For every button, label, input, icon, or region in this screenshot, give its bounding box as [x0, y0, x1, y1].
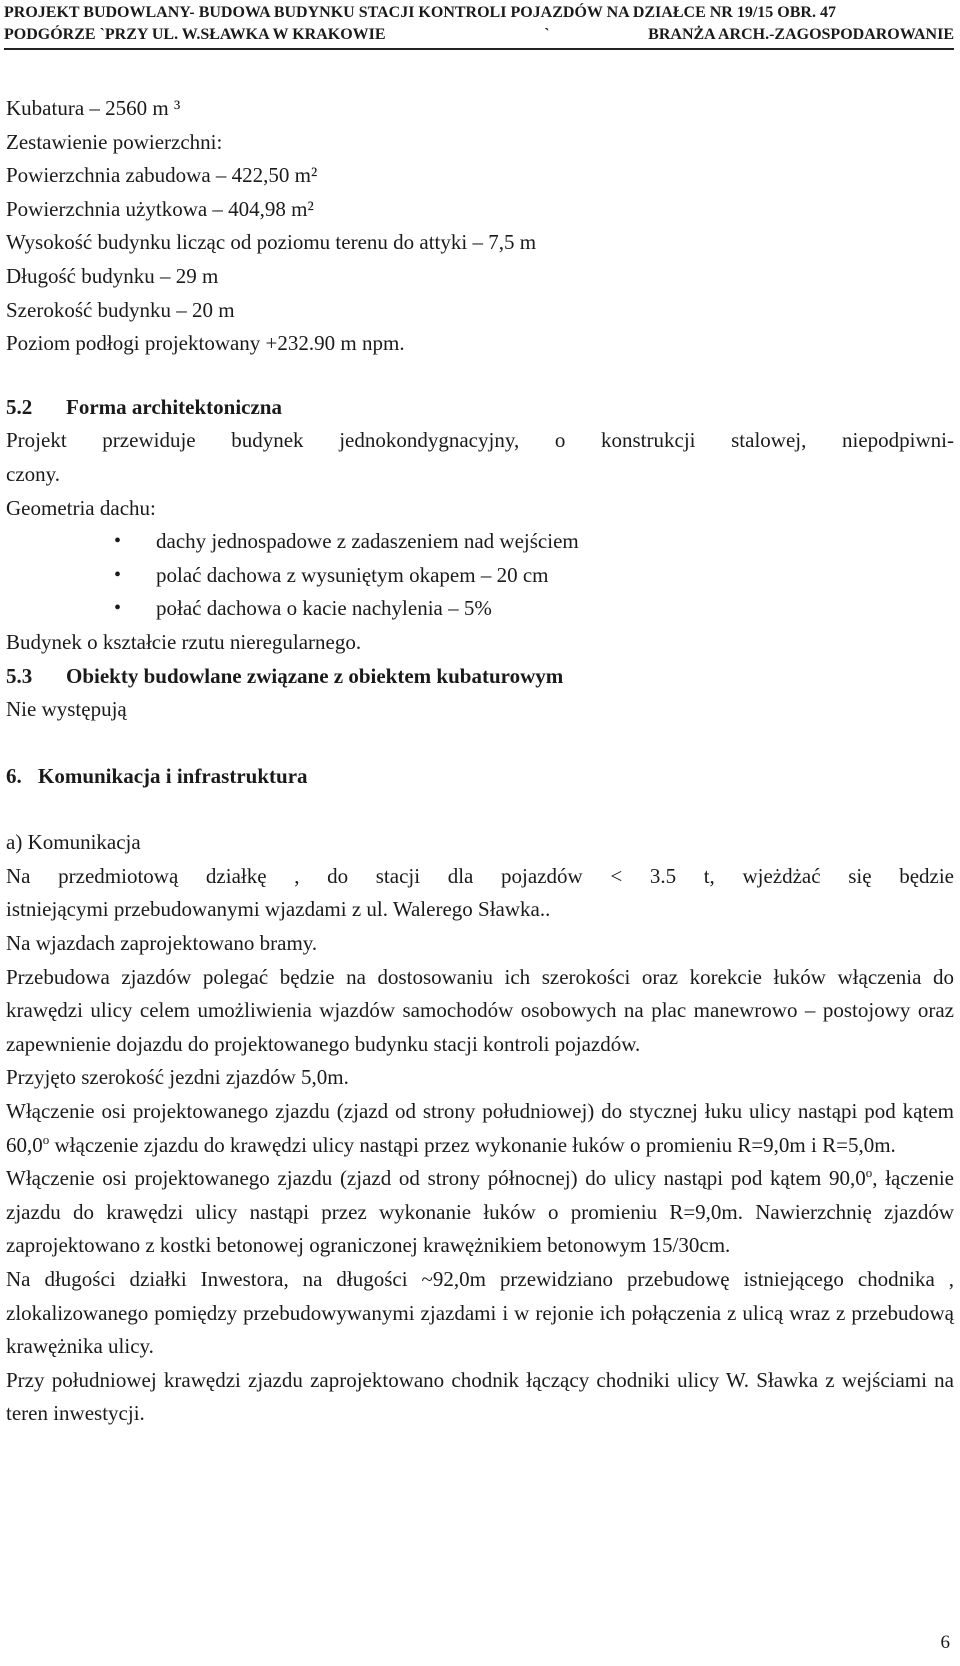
building-stats	[6, 92, 954, 361]
stat-line: Wysokość budynku licząc od poziomu terenu do attyki – 7,5 m	[6, 230, 537, 255]
page-number: 6	[940, 1632, 950, 1653]
north-driveway-paragraph	[6, 1162, 954, 1263]
stat-line: Powierzchnia zabudowa – 422,50 m²	[6, 163, 318, 188]
page-header	[4, 2, 954, 46]
form-paragraph-line-1: Projekt przewiduje budynek jednokondygnacyjny, o konstrukcji stalowej, niepodpiwni-	[6, 428, 954, 453]
stat-line: Kubatura – 2560 m ³	[6, 96, 181, 120]
spacer	[6, 361, 954, 391]
paragraph-text: włączenie zjazdu do krawędzi ulicy nastąpi przez wykonanie łuków o promieniu R=9,0m i R=5,0m.	[49, 1132, 896, 1157]
section-number: 5.2	[6, 394, 33, 419]
access-paragraph-line-1: Na przedmiotową działkę , do stacji dla pojazdów < 3.5 t, wjeżdżać się będzie	[6, 863, 954, 888]
header-branch: BRANŻA ARCH.-ZAGOSPODAROWANIE	[648, 26, 954, 43]
paragraph-text: , łączenie zjazdu do krawędzi ulicy nastąpi przez wykonanie łuków o promieniu R=9,0m. Nawierzchnię zjazdów zaprojektowano z kostki betonowej ograniczonej krawężnikiem betonowym 15/30cm.	[6, 1166, 954, 1258]
paragraph-text: Włączenie osi projektowanego zjazdu (zjazd od strony południowej) do stycznej łuku ulicy nastąpi pod kątem 60,0	[6, 1099, 954, 1157]
spacer	[6, 727, 954, 760]
sidewalk-rebuild-paragraph: Na długości działki Inwestora, na długości ~92,0m przewidziano przebudowę istniejącego chodnika , zlokalizowanego pomiędzy przebudowywanymi zjazdami i w rejonie ich połączenia z ulicą wraz z przebudową krawężnika ulicy.	[6, 1267, 954, 1359]
list-item: • dachy jednospadowe z zadaszeniem nad wejściem	[6, 525, 954, 559]
header-line-1	[4, 2, 954, 24]
header-line-2	[4, 24, 954, 46]
building-shape: Budynek o kształcie rzutu nieregularnego.	[6, 629, 362, 654]
section-number: 5.3	[6, 663, 33, 688]
list-item: • polać dachowa z wysuniętym okapem – 20 cm	[6, 559, 954, 593]
degree-superscript: o	[42, 1131, 50, 1147]
header-project-title: PROJEKT BUDOWLANY- BUDOWA BUDYNKU STACJI KONTROLI POJAZDÓW NA DZIAŁCE NR 19/15 OBR. 47	[4, 4, 836, 21]
stat-line: Poziom podłogi projektowany +232.90 m npm.	[6, 331, 405, 356]
stat-line: Długość budynku – 29 m	[6, 263, 219, 288]
section-title: Obiekty budowlane związane z obiektem kubaturowym	[66, 663, 564, 688]
paragraph-text: Włączenie osi projektowanego zjazdu (zjazd od strony północnej) do ulicy nastąpi pod kątem 90,0	[6, 1166, 866, 1191]
header-location: PODGÓRZE `PRZY UL. W.SŁAWKA W KRAKOWIE	[4, 26, 386, 43]
south-driveway-paragraph	[6, 1095, 954, 1162]
access-paragraph-line-2: istniejącymi przebudowanymi wjazdami z ul. Walerego Sławka..	[6, 897, 551, 922]
section-5-3-text: Nie występują	[6, 697, 127, 722]
section-6-heading	[6, 760, 954, 794]
document-body	[6, 92, 954, 1431]
section-title: Forma architektoniczna	[66, 394, 282, 419]
list-item: • połać dachowa o kacie nachylenia – 5%	[6, 592, 954, 626]
gates-paragraph: Na wjazdach zaprojektowano bramy.	[6, 931, 318, 956]
stat-line: Zestawienie powierzchni:	[6, 129, 223, 154]
section-5-2-heading	[6, 391, 954, 425]
roof-geometry-list	[6, 525, 954, 626]
spacer	[6, 793, 954, 826]
degree-superscript: o	[865, 1165, 873, 1181]
sidewalk-south-paragraph: Przy południowej krawędzi zjazdu zaprojektowano chodnik łączący chodniki ulicy W. Sławka z wejściami na teren inwestycji.	[6, 1367, 954, 1426]
stat-line: Powierzchnia użytkowa – 404,98 m²	[6, 196, 314, 221]
driveway-rebuild-paragraph: Przebudowa zjazdów polegać będzie na dostosowaniu ich szerokości oraz korekcie łuków włączenia do krawędzi ulicy celem umożliwienia wjazdów samochodów osobowych na plac manewrowo – postojowy oraz zapewnienie dojazdu do projektowanego budynku stacji kontroli pojazdów.	[6, 964, 954, 1056]
header-separator: `	[544, 26, 550, 43]
roof-geometry-label: Geometria dachu:	[6, 495, 156, 520]
section-5-3-heading	[6, 660, 954, 694]
subsection-label: a) Komunikacja	[6, 830, 141, 855]
form-paragraph-line-2: czony.	[6, 461, 61, 486]
stat-line: Szerokość budynku – 20 m	[6, 297, 235, 322]
header-rule	[4, 48, 954, 50]
section-title: Komunikacja i infrastruktura	[38, 763, 308, 788]
roadway-width-paragraph: Przyjęto szerokość jezdni zjazdów 5,0m.	[6, 1065, 349, 1090]
section-number: 6.	[6, 763, 22, 788]
